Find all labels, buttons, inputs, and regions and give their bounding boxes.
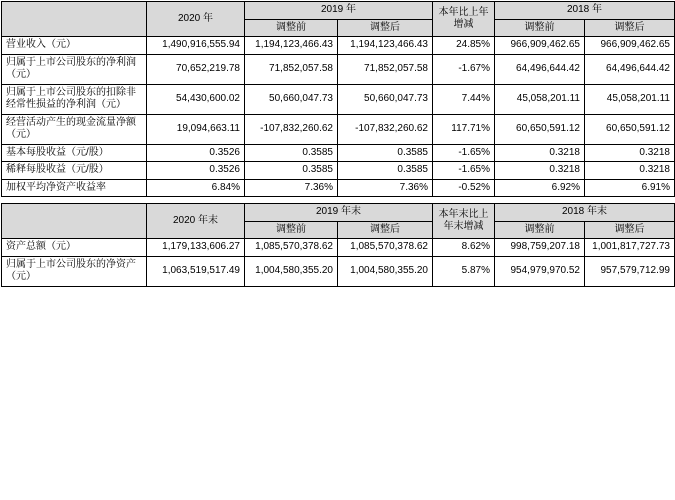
table-row (2, 144, 675, 162)
header-year-2020: 2020 年 (147, 2, 245, 37)
cell-2018-after: 1,001,817,727.73 (585, 239, 675, 257)
table-row (2, 84, 675, 114)
table-gap (0, 197, 675, 202)
header-year-end-2020: 2020 年末 (147, 204, 245, 239)
header-2018-after: 调整后 (585, 221, 675, 239)
header-2019-before: 调整前 (245, 221, 338, 239)
cell-2018-after: 0.3218 (585, 162, 675, 180)
header-2018-before: 调整前 (495, 19, 585, 37)
cell-2019-before: 0.3585 (245, 144, 338, 162)
cell-2019-before: 1,085,570,378.62 (245, 239, 338, 257)
cell-2018-after: 957,579,712.99 (585, 256, 675, 286)
table-row (2, 37, 675, 55)
row-label: 归属于上市公司股东的扣除非经常性损益的净利润（元） (2, 84, 147, 114)
cell-2018-after: 0.3218 (585, 144, 675, 162)
cell-2020: 1,490,916,555.94 (147, 37, 245, 55)
cell-2018-after: 45,058,201.11 (585, 84, 675, 114)
cell-2019-after: 7.36% (338, 179, 433, 197)
header-blank-corner (2, 204, 147, 239)
cell-2019-before: 71,852,057.58 (245, 54, 338, 84)
cell-change: 117.71% (433, 114, 495, 144)
table-row (2, 54, 675, 84)
cell-2020: 1,063,519,517.49 (147, 256, 245, 286)
cell-change: -1.65% (433, 144, 495, 162)
cell-2018-before: 6.92% (495, 179, 585, 197)
cell-2018-before: 0.3218 (495, 144, 585, 162)
cell-2018-after: 60,650,591.12 (585, 114, 675, 144)
table-row (2, 239, 675, 257)
header-blank-corner (2, 2, 147, 37)
cell-change: 8.62% (433, 239, 495, 257)
cell-2018-after: 64,496,644.42 (585, 54, 675, 84)
cell-2018-before: 60,650,591.12 (495, 114, 585, 144)
header-2019-before: 调整前 (245, 19, 338, 37)
cell-2019-before: 1,004,580,355.20 (245, 256, 338, 286)
cell-2018-before: 954,979,970.52 (495, 256, 585, 286)
table-header-row-top (2, 204, 675, 222)
header-year-2018: 2018 年 (495, 2, 675, 20)
cell-2019-after: -107,832,260.62 (338, 114, 433, 144)
cell-2018-after: 6.91% (585, 179, 675, 197)
cell-2019-before: 50,660,047.73 (245, 84, 338, 114)
header-2019-after: 调整后 (338, 221, 433, 239)
header-2018-before: 调整前 (495, 221, 585, 239)
header-2019-after: 调整后 (338, 19, 433, 37)
cell-2020: 70,652,219.78 (147, 54, 245, 84)
cell-2018-before: 0.3218 (495, 162, 585, 180)
row-label: 归属于上市公司股东的净利润（元） (2, 54, 147, 84)
row-label: 归属于上市公司股东的净资产（元） (2, 256, 147, 286)
header-2018-after: 调整后 (585, 19, 675, 37)
cell-change: 5.87% (433, 256, 495, 286)
cell-2019-after: 71,852,057.58 (338, 54, 433, 84)
cell-2020: 6.84% (147, 179, 245, 197)
table-row (2, 256, 675, 286)
header-year-end-2018: 2018 年末 (495, 204, 675, 222)
cell-2018-before: 998,759,207.18 (495, 239, 585, 257)
cell-2019-before: 1,194,123,466.43 (245, 37, 338, 55)
cell-2020: 1,179,133,606.27 (147, 239, 245, 257)
cell-2018-before: 45,058,201.11 (495, 84, 585, 114)
cell-change: 7.44% (433, 84, 495, 114)
header-change: 本年末比上年末增减 (433, 204, 495, 239)
cell-2019-before: 0.3585 (245, 162, 338, 180)
cell-2018-after: 966,909,462.65 (585, 37, 675, 55)
row-label: 经营活动产生的现金流量净额（元） (2, 114, 147, 144)
row-label: 营业收入（元） (2, 37, 147, 55)
cell-change: 24.85% (433, 37, 495, 55)
year-end-balance-table (1, 203, 675, 287)
row-label: 加权平均净资产收益率 (2, 179, 147, 197)
header-year-2019: 2019 年 (245, 2, 433, 20)
table-header-row-top (2, 2, 675, 20)
cell-2019-after: 50,660,047.73 (338, 84, 433, 114)
cell-change: -1.67% (433, 54, 495, 84)
row-label: 基本每股收益（元/股） (2, 144, 147, 162)
cell-2020: 19,094,663.11 (147, 114, 245, 144)
cell-2018-before: 64,496,644.42 (495, 54, 585, 84)
cell-2019-after: 1,194,123,466.43 (338, 37, 433, 55)
row-label: 稀释每股收益（元/股） (2, 162, 147, 180)
annual-results-table (1, 1, 675, 197)
table-row (2, 179, 675, 197)
cell-2018-before: 966,909,462.65 (495, 37, 585, 55)
row-label: 资产总额（元） (2, 239, 147, 257)
cell-2019-after: 0.3585 (338, 162, 433, 180)
table-row (2, 162, 675, 180)
cell-2019-before: 7.36% (245, 179, 338, 197)
header-change: 本年比上年增减 (433, 2, 495, 37)
cell-2019-after: 0.3585 (338, 144, 433, 162)
header-year-end-2019: 2019 年末 (245, 204, 433, 222)
cell-2020: 0.3526 (147, 144, 245, 162)
cell-2019-after: 1,004,580,355.20 (338, 256, 433, 286)
cell-2019-before: -107,832,260.62 (245, 114, 338, 144)
cell-2020: 54,430,600.02 (147, 84, 245, 114)
cell-change: -1.65% (433, 162, 495, 180)
financial-summary-page (0, 1, 675, 500)
cell-2019-after: 1,085,570,378.62 (338, 239, 433, 257)
cell-2020: 0.3526 (147, 162, 245, 180)
cell-change: -0.52% (433, 179, 495, 197)
table-row (2, 114, 675, 144)
